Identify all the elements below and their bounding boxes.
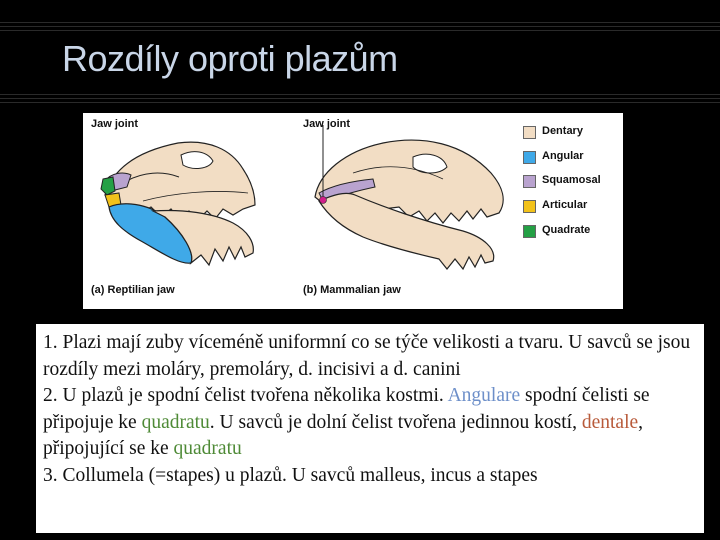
term-angulare: Angulare <box>447 385 521 406</box>
reptilian-quadrate <box>101 177 115 195</box>
reptilian-jaw-joint-label: Jaw joint <box>91 118 139 130</box>
point-2-part-a: 2. U plazů je spodní čelist tvořena několika kostmi. <box>43 385 444 406</box>
mammalian-jaw-caption: (b) Mammalian jaw <box>303 284 401 296</box>
reptilian-jaw-caption: (a) Reptilian jaw <box>91 284 175 296</box>
jaw-comparison-figure <box>83 113 623 309</box>
mammalian-skull-drawing <box>315 125 503 269</box>
legend-swatch <box>523 126 536 139</box>
legend-label: Angular <box>542 150 584 162</box>
legend-label: Squamosal <box>542 174 601 186</box>
legend-swatch <box>523 225 536 238</box>
term-quadratu: quadratu <box>141 411 210 433</box>
body-text-box <box>36 324 704 533</box>
term-quadratu: quadratu <box>173 438 242 459</box>
point-2-part-c: . U savců je dolní čelist tvořena jedinnou kostí, <box>209 411 577 433</box>
legend-label: Articular <box>542 199 588 211</box>
point-3-text: 3. Collumela (=stapes) u plazů. U savců malleus, incus a stapes <box>43 464 538 486</box>
point-1-text: 1. Plazi mají zuby víceméně uniformní co se týče velikosti a tvaru. U savců se jsou rozdíly mezi moláry, premoláry, d. incisivi a d. canini <box>43 332 691 380</box>
legend-label: Dentary <box>542 125 583 137</box>
point-2-part-d: , připojující se ke <box>43 411 644 459</box>
jaw-illustration <box>83 113 513 309</box>
legend-swatch <box>523 151 536 164</box>
legend-swatch <box>523 200 536 213</box>
point-2-text <box>43 383 698 463</box>
mammalian-jaw-joint-dot <box>320 197 327 204</box>
legend-swatch <box>523 175 536 188</box>
term-dentale: dentale <box>581 411 639 433</box>
slide-title: Rozdíly oproti plazům <box>62 38 398 79</box>
mammalian-jaw-joint-label: Jaw joint <box>303 118 351 130</box>
point-2-part-b: spodní čelisti se připojuje ke <box>43 385 650 433</box>
reptilian-skull-drawing <box>101 142 255 265</box>
legend-label: Quadrate <box>542 224 591 236</box>
